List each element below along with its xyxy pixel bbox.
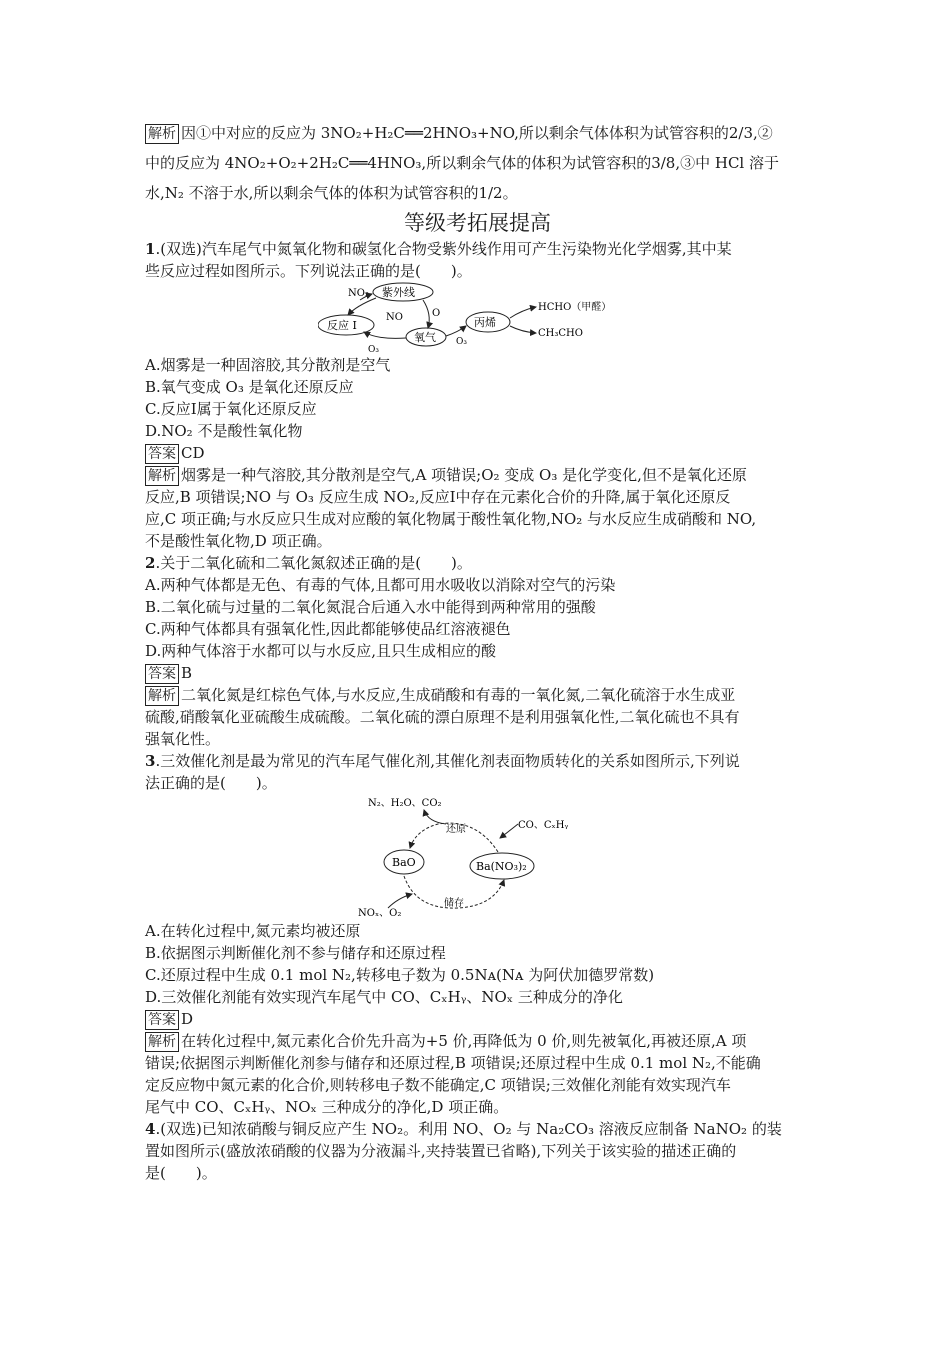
- q2-option-b: B.二氧化硫与过量的二氧化氮混合后通入水中能得到两种常用的强酸: [145, 598, 596, 616]
- analysis-tag: 解析: [145, 1032, 179, 1052]
- q2-option-c: C.两种气体都具有强氧化性,因此都能够使品红溶液褪色: [145, 620, 511, 638]
- bao-label: BaO: [391, 856, 416, 869]
- q1-analysis-4: 不是酸性氧化物,D 项正确。: [145, 532, 332, 550]
- arrow-oxygen-propene: [446, 326, 466, 336]
- q3-catalyst-diagram: [358, 794, 598, 920]
- q1-option-d: D.NO₂ 不是酸性氧化物: [145, 422, 303, 440]
- q2-option-d: D.两种气体溶于水都可以与水反应,且只生成相应的酸: [145, 642, 497, 660]
- arrow-reduce-products: [424, 810, 446, 824]
- q2-analysis-3: 强氧化性。: [145, 730, 221, 748]
- section-title: 等级考拓展提高: [404, 211, 551, 235]
- analysis-tag: 解析: [145, 124, 179, 144]
- reactants-label: CO、CₓHᵧ: [517, 820, 568, 831]
- uv-label: 紫外线: [381, 286, 415, 299]
- q3-analysis-3: 定反应物中氮元素的化合价,则转移电子数不能确定,C 项错误;三效催化剂能有效实现汽车: [145, 1076, 731, 1094]
- reduce-label: 还原: [445, 824, 466, 835]
- o3-label-right: O₃: [455, 337, 467, 347]
- arrow-oxygen-reaction: [364, 332, 406, 338]
- q3-option-d: D.三效催化剂能有效实现汽车尾气中 CO、CₓHᵧ、NOₓ 三种成分的净化: [145, 988, 623, 1006]
- q3-stem-1: 3.三效催化剂是最为常见的汽车尾气催化剂,其催化剂表面物质转化的关系如图所示,下列说: [145, 752, 740, 770]
- products-label: N₂、H₂O、CO₂: [367, 798, 442, 809]
- reaction-label: 反应 Ⅰ: [326, 319, 357, 332]
- oxygen-label: 氧气: [413, 331, 436, 344]
- o3-label-bottom: O₃: [367, 345, 379, 354]
- q1-option-c: C.反应Ⅰ属于氧化还原反应: [145, 400, 317, 418]
- q1-stem-1: 1.(双选)汽车尾气中氮氧化物和碳氢化合物受紫外线作用可产生污染物光化学烟雾,其中某: [145, 240, 732, 258]
- q1-analysis-3: 应,C 项正确;与水反应只生成对应酸的氧化物属于酸性氧化物,NO₂ 与水反应生成硝酸和 NO,: [145, 510, 757, 528]
- analysis-tag: 解析: [145, 466, 179, 486]
- intro-line-1: 解析 因①中对应的反应为 3NO₂+H₂C══2HNO₃+NO,所以剩余气体体积为试管容积的2/3,②: [145, 118, 810, 148]
- ch3cho-label: CH₃CHO: [537, 328, 583, 339]
- q2-answer: 答案 B: [145, 662, 810, 684]
- hcho-label: HCHO（甲醛）: [537, 302, 611, 313]
- q3-option-c: C.还原过程中生成 0.1 mol N₂,转移电子数为 0.5Nᴀ(Nᴀ 为阿伏加德罗常数): [145, 966, 655, 984]
- intro-line-2: 中的反应为 4NO₂+O₂+2H₂C══4HNO₃,所以剩余气体的体积为试管容积的3/8,③中 HCl 溶于: [145, 154, 780, 172]
- q1-analysis-2: 反应,B 项错误;NO 与 O₃ 反应生成 NO₂,反应Ⅰ中存在元素化合价的升降,属于氧化还原反: [145, 488, 731, 506]
- arrow-reactants-cycle: [500, 824, 518, 838]
- q2-analysis-1: 解析 二氧化氮是红棕色气体,与水反应,生成硝酸和有毒的一氧化氮,二氧化硫溶于水生成亚: [145, 684, 810, 706]
- answer-tag: 答案: [145, 1010, 179, 1030]
- q1-option-b: B.氧气变成 O₃ 是氧化还原反应: [145, 378, 354, 396]
- q3-option-a: A.在转化过程中,氮元素均被还原: [145, 922, 361, 940]
- document-page: [145, 118, 810, 1184]
- q4-stem-1: 4.(双选)已知浓硝酸与铜反应产生 NO₂。利用 NO、O₂ 与 Na₂CO₃ 溶液反应制备 NaNO₂ 的装: [145, 1120, 782, 1138]
- o-label: O: [431, 308, 440, 319]
- q3-analysis-1: 解析 在转化过程中,氮元素化合价先升高为+5 价,再降低为 0 价,则先被氧化,再被还原,A 项: [145, 1030, 810, 1052]
- arrow-nox-cycle: [388, 894, 412, 908]
- answer-tag: 答案: [145, 664, 179, 684]
- q3-analysis-4: 尾气中 CO、CₓHᵧ、NOₓ 三种成分的净化,D 项正确。: [145, 1098, 509, 1116]
- answer-tag: 答案: [145, 444, 179, 464]
- arrow-propene-ch3cho: [510, 326, 536, 333]
- q1-analysis-1: 解析 烟雾是一种气溶胶,其分散剂是空气,A 项错误;O₂ 变成 O₃ 是化学变化,但不是氧化还原: [145, 464, 810, 486]
- q1-smog-diagram: [318, 282, 638, 354]
- q2-stem: 2.关于二氧化硫和二氧化氮叙述正确的是( )。: [145, 554, 472, 572]
- arrow-uv-oxygen: [423, 300, 429, 328]
- arrow-uv-reaction: [348, 298, 376, 315]
- store-label: 储存: [443, 898, 464, 909]
- q1-answer: 答案 CD: [145, 442, 810, 464]
- q2-analysis-2: 硫酸,硝酸氧化亚硫酸生成硫酸。二氧化硫的漂白原理不是利用强氧化性,二氧化硫也不具有: [145, 708, 740, 726]
- nox-label: NOₓ、O₂: [357, 908, 401, 919]
- q3-answer: 答案 D: [145, 1008, 810, 1030]
- no-label: NO: [385, 312, 403, 323]
- q3-stem-2: 法正确的是( )。: [145, 774, 277, 792]
- q1-stem-2: 些反应过程如图所示。下列说法正确的是( )。: [145, 262, 472, 280]
- no2-label: NO₂: [347, 288, 369, 299]
- arrow-propene-hcho: [510, 307, 536, 318]
- q1-option-a: A.烟雾是一种固溶胶,其分散剂是空气: [145, 356, 391, 374]
- intro-line-3: 水,N₂ 不溶于水,所以剩余气体的体积为试管容积的1/2。: [145, 184, 518, 202]
- propene-label: 丙烯: [473, 316, 496, 329]
- q3-analysis-2: 错误;依据图示判断催化剂参与储存和还原过程,B 项错误;还原过程中生成 0.1 mol N₂,不能确: [145, 1054, 761, 1072]
- q4-stem-2: 置如图所示(盛放浓硝酸的仪器为分液漏斗,夹持装置已省略),下列关于该实验的描述正确的: [145, 1142, 737, 1160]
- analysis-tag: 解析: [145, 686, 179, 706]
- q3-option-b: B.依据图示判断催化剂不参与储存和还原过程: [145, 944, 446, 962]
- q4-stem-3: 是( )。: [145, 1164, 217, 1182]
- q2-option-a: A.两种气体都是无色、有毒的气体,且都可用水吸收以消除对空气的污染: [145, 576, 616, 594]
- bano3-label: Ba(NO₃)₂: [475, 860, 527, 873]
